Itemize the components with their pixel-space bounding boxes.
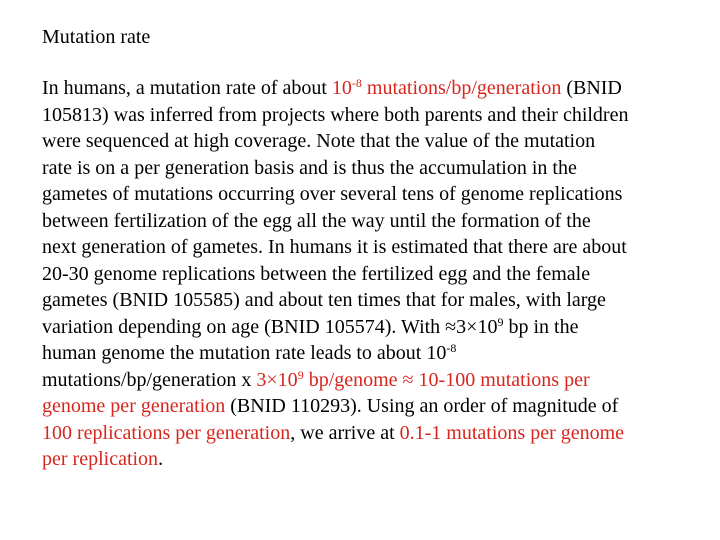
text-line-14 <box>42 420 698 447</box>
text-line-4: rate is on a per generation basis and is thus the accumulation in the <box>42 156 577 179</box>
text-segment: bp/genome ≈ 10-100 mutations per <box>303 368 590 391</box>
text-line-2: 105813) was inferred from projects where both parents and their children <box>42 103 629 126</box>
exponent: 9 <box>497 314 504 329</box>
text-line-5: gametes of mutations occurring over several tens of genome replications <box>42 183 623 205</box>
text-segment: bp in the <box>503 315 579 338</box>
highlight-phrase: 0.1-1 mutations per genome <box>399 421 625 444</box>
genome-calculation <box>256 369 589 391</box>
text-line-13 <box>42 393 698 420</box>
text-line-10 <box>42 314 698 341</box>
text-line-12 <box>42 367 698 394</box>
text-line-15 <box>42 446 698 473</box>
mutation-rate-unit: mutations/bp/generation <box>361 77 562 99</box>
highlight-phrase: per replication <box>42 448 159 470</box>
text-line-8: 20-30 genome replications between the fertilized egg and the female <box>42 262 591 285</box>
text-segment: (BNID <box>561 77 622 99</box>
text-segment: 3×10 <box>256 368 298 391</box>
text-line-6: between fertilization of the egg all the way until the formation of the <box>42 209 591 232</box>
text-line-9: gametes (BNID 105585) and about ten times that for males, with large <box>42 289 606 311</box>
text-line-1 <box>42 75 698 102</box>
text-segment: . <box>158 448 164 470</box>
body-paragraph <box>42 75 698 473</box>
text-segment: , we arrive at <box>290 421 400 444</box>
text-line-7: next generation of gametes. In humans it is estimated that there are about <box>42 236 627 258</box>
exponent: -8 <box>446 341 457 355</box>
text-segment: mutations/bp/generation x <box>42 368 257 391</box>
text-segment: variation depending on age (BNID 105574). With ≈3×10 <box>42 315 498 338</box>
text-line-3: were sequenced at high coverage. Note that the value of the mutation <box>42 130 596 152</box>
text-line-11 <box>42 340 698 367</box>
exponent: 9 <box>297 367 304 382</box>
slide-title: Mutation rate <box>42 26 151 48</box>
highlight-phrase: genome per generation <box>42 395 226 417</box>
exponent: -8 <box>351 76 362 90</box>
text-segment: human genome the mutation rate leads to about 10 <box>42 342 447 364</box>
exponent-base: 10 <box>331 77 352 99</box>
text-segment: (BNID 110293). Using an order of magnitude of <box>225 395 619 417</box>
text-segment: In humans, a mutation rate of about <box>42 77 332 99</box>
highlight-phrase: 100 replications per generation <box>42 421 291 444</box>
mutation-rate-value <box>332 77 561 99</box>
